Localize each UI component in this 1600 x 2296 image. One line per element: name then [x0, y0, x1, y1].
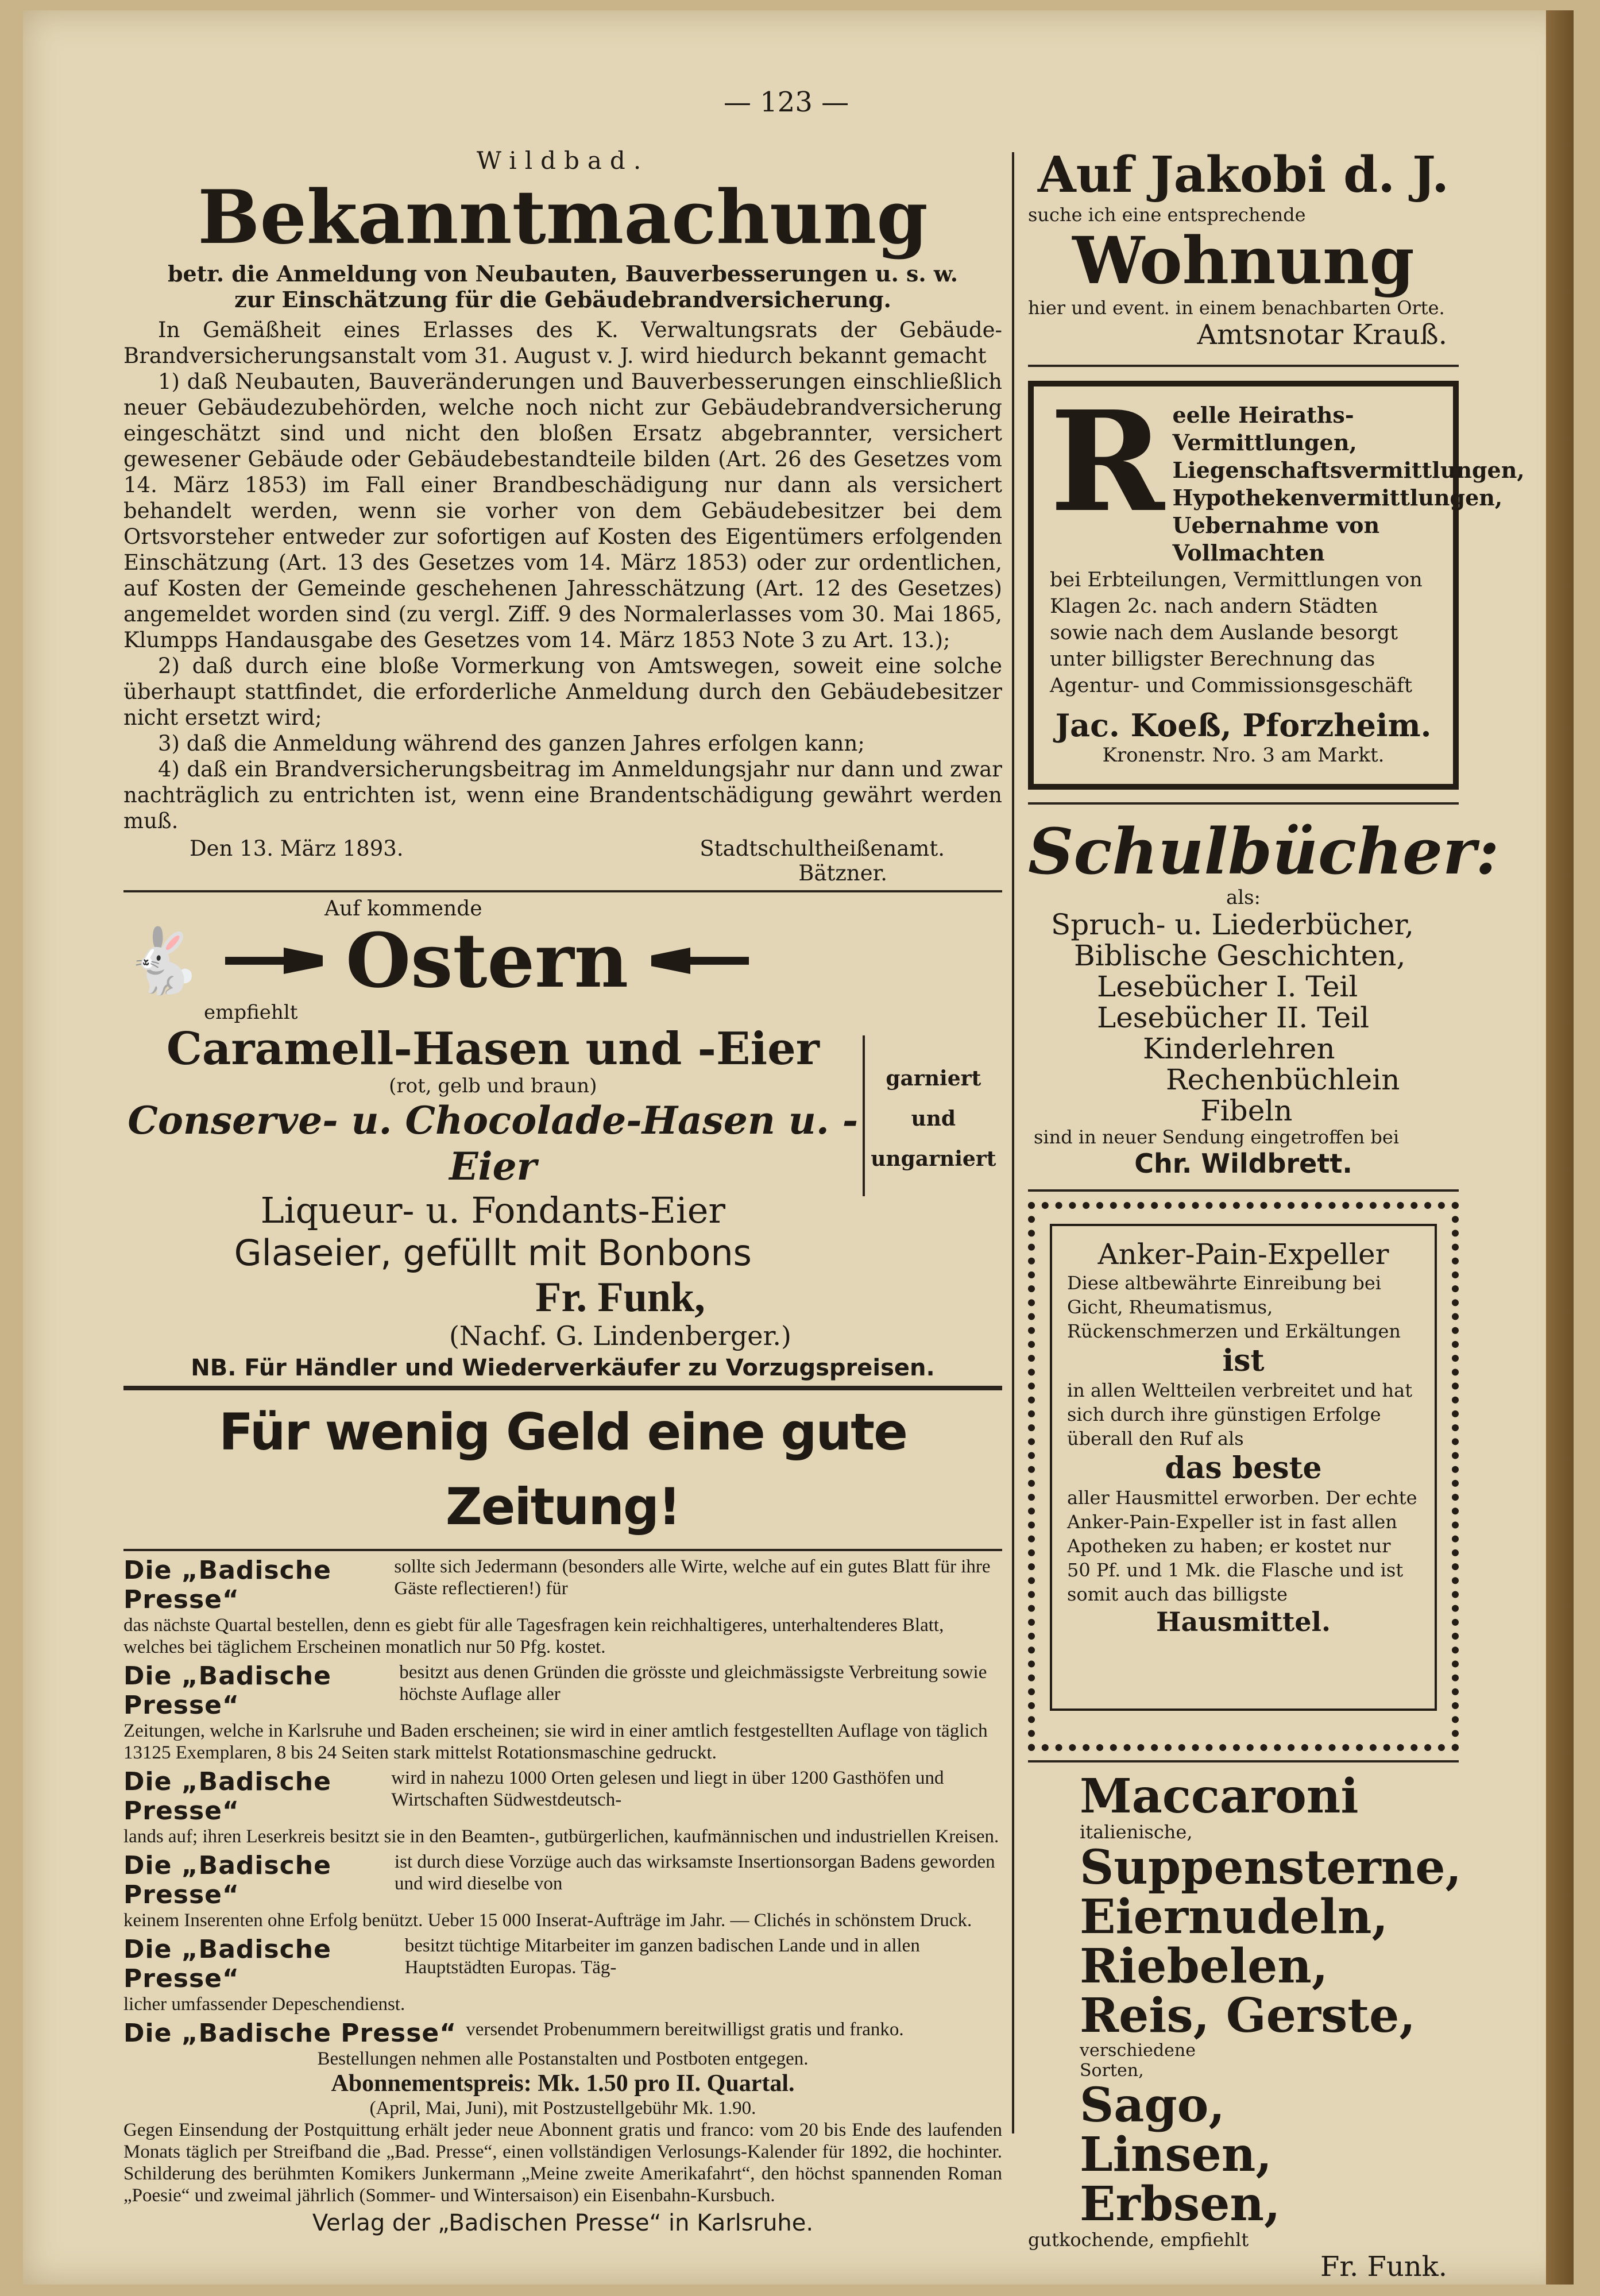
ostern-ad: [123, 897, 1002, 1381]
jakobi-ad: [1028, 146, 1459, 351]
notice-subtitle-2: zur Einschätzung für die Gebäudebrandversicherung.: [234, 287, 891, 312]
presse-item-b: keinem Inserenten ohne Erfolg benützt. Ueber 15 000 Inserat-Aufträge im Jahr. — Clichés in schönstem Druck.: [123, 1910, 972, 1931]
divider: [1028, 802, 1459, 805]
mac-line-5b: verschiedene Sorten,: [1080, 2040, 1196, 2081]
schul-title: Schulbücher:: [1028, 814, 1499, 888]
schulbuecher-ad: [1028, 814, 1499, 1179]
notice-para: 1) daß Neubauten, Bauveränderungen und Bauverbesserungen einschließlich neuer Gebäudezubehörden, welche noch nicht zur Gebäudebrandversicherung eingeschätzt sind und nicht den bloßen Ersatz abgebrannter, versichert gewesener Gebäude oder Gebäudebestandteile bilden (Art. 26 des Gesetzes vom 14. März 1853) im Fall einer Brandbeschädigung nur dann als versichert behandelt werden, wenn sie vorher von dem Gebäudebesitzer bei dem Ortsvorsteher entweder zur sofortigen auf Kosten des Eigentümers erfolgenden Einschätzung (Art. 13 des Gesetzes vom 14. März 1853) oder zur ordentlichen, auf Kosten der Gemeinde geschehenen Jahresschätzung (Art. 12 des Gesetzes) angemeldet worden sind (zu vergl. Ziff. 9 des Normalerlasses vom 30. Mai 1865, Klumpps Handausgabe des Gesetzes vom 14. März 1853 Note 3 zu Art. 13.);: [123, 369, 1002, 652]
heirat-addr: Kronenstr. Nro. 3 am Markt.: [1102, 744, 1385, 767]
notice-para: 4) daß ein Brandversicherungsbeitrag im Anmeldungsjahr nur dann und zwar nachträglich zu entrichten ist, wenn eine Brandentschädigung gewährt werden muß.: [123, 757, 1002, 833]
mac-line-5: Reis, Gerste,: [1080, 1988, 1416, 2043]
mac-foot: gutkochende, empfiehlt: [1028, 2229, 1249, 2251]
presse-item-b: licher umfassender Depeschendienst.: [123, 1994, 405, 2015]
presse-item-b: Zeitungen, welche in Karlsruhe und Baden erscheinen; sie wird in einer amtlich festgestellten Auflage von täglich 13125 Exemplaren, 8 bis 24 Seiten stark mittelst Rotationsmaschine gedruckt.: [123, 1721, 988, 1763]
anker-text-3: aller Hausmittel erworben. Der echte Anker-Pain-Expeller ist in fast allen Apotheken zu haben; er kostet nur 50 Pf. und 1 Mk. die Flasche und ist somit auch das billigste: [1067, 1487, 1417, 1605]
mac-line-2: Suppensterne,: [1080, 1840, 1462, 1895]
divider: [1028, 1760, 1459, 1762]
anker-text-1: Diese altbewährte Einreibung bei Gicht, Rheumatismus, Rückenschmerzen und Erkältungen: [1067, 1272, 1401, 1342]
ostern-side-3: ungarniert: [871, 1147, 996, 1171]
notice-para: In Gemäßheit eines Erlasses des K. Verwaltungsrats der Gebäude-Brandversicherungsanstalt vom 31. August v. J. wird hiedurch bekannt gemacht: [123, 318, 1002, 368]
ostern-firm-2: (Nachf. G. Lindenberger.): [449, 1320, 791, 1351]
ostern-title: Ostern: [345, 917, 629, 1004]
ostern-pre: Auf kommende: [324, 897, 482, 921]
presse-item-a: besitzt aus denen Gründen die grösste und gleichmässigste Verbreitung sowie höchste Auflage aller: [399, 1662, 987, 1704]
column-divider: [1012, 152, 1014, 2133]
ostern-nb: NB. Für Händler und Wiederverkäufer zu Vorzugspreisen.: [191, 1355, 935, 1381]
anker-end: Hausmittel.: [1155, 1606, 1331, 1637]
presse-item-a: sollte sich Jedermann (besonders alle Wirte, welche auf ein gutes Blatt für ihre Gäste reflectieren!) für: [394, 1556, 991, 1599]
schul-footer: sind in neuer Sendung eingetroffen bei: [1034, 1126, 1400, 1148]
heirat-ad: [1028, 381, 1525, 790]
notice-signer: Bätzner.: [798, 861, 887, 886]
ostern-line-4: Glaseier, gefüllt mit Bonbons: [234, 1232, 752, 1274]
anker-ist: ist: [1222, 1343, 1265, 1378]
bekanntmachung-notice: [123, 146, 1002, 886]
page-binding: [1546, 10, 1574, 2285]
jakobi-title: Auf Jakobi d. J.: [1037, 146, 1450, 204]
notice-para: 3) daß die Anmeldung während des ganzen Jahres erfolgen kann;: [158, 731, 865, 756]
jakobi-signer: Amtsnotar Krauß.: [1197, 319, 1447, 351]
presse-bestellung: Bestellungen nehmen alle Postanstalten und Postboten entgegen.: [317, 2048, 809, 2069]
heirat-firm: Jac. Koeß, Pforzheim.: [1055, 707, 1432, 744]
notice-title: Bekanntmachung: [198, 175, 928, 261]
presse-item-b: das nächste Quartal bestellen, denn es giebt für alle Tagesfragen kein reichhaltigeres, unterhaltenderes Blatt, welches bei täglichem Erscheinen monatlich nur 50 Pfg. kostet.: [123, 1615, 944, 1657]
notice-office: Stadtschultheißenamt.: [699, 836, 945, 861]
ostern-side-2: und: [911, 1107, 956, 1131]
schul-item: Fibeln: [1200, 1094, 1293, 1127]
schul-item: Kinderlehren: [1143, 1032, 1335, 1065]
badische-presse-ad: [123, 1395, 1002, 2236]
jakobi-line-2: hier und event. in einem benachbarten Orte.: [1028, 297, 1445, 319]
page-number: — 123 —: [724, 86, 849, 118]
presse-item-a: versendet Probenummern bereitwilligst gratis und franko.: [466, 2019, 904, 2040]
presse-item-a: besitzt tüchtige Mitarbeiter im ganzen badischen Lande und in allen Hauptstädten Europas. Täg-: [404, 1935, 920, 1978]
ostern-side-1: garniert: [886, 1066, 981, 1091]
presse-abo-2: (April, Mai, Juni), mit Postzustellgebühr Mk. 1.90.: [369, 2098, 756, 2119]
maccaroni-ad: [1028, 1769, 1462, 2232]
presse-name: Die „Badische Presse“: [123, 1661, 331, 1720]
mac-line-4: Riebelen,: [1080, 1939, 1328, 1994]
ostern-empfiehlt: empfiehlt: [204, 1001, 298, 1024]
presse-name: Die „Badische Presse“: [123, 1767, 331, 1826]
pointing-hand-icon: [225, 948, 323, 974]
mac-line-1: Maccaroni: [1080, 1769, 1359, 1824]
pointing-hand-icon: [651, 948, 749, 974]
schul-item: Lesebücher II. Teil: [1097, 1001, 1370, 1034]
divider: [123, 1386, 1002, 1390]
anker-title: Anker-Pain-Expeller: [1097, 1238, 1389, 1271]
divider: [1028, 365, 1459, 367]
presse-gegen: Gegen Einsendung der Postquittung erhält jeder neue Abonnent gratis und franco: vom 20 bis Ende des laufenden Monats täglich per Streifband die „Bad. Presse“, einen vollständigen Verlosungs-Kalender für 1892, die hochinter. Schilderung des berühmten Komikers Junkermann „Meine zweite Amerikafahrt“, den höchst spannenden Roman „Poesie“ und zweimal jährlich (Sommer- und Wintersaison) ein Eisenbahn-Kursbuch.: [123, 2120, 1002, 2206]
easter-bunny-icon: 🐇: [123, 923, 202, 998]
schul-item: Biblische Geschichten,: [1074, 939, 1406, 972]
notice-place: Wildbad.: [476, 146, 650, 175]
notice-para: 2) daß durch eine bloße Vormerkung von Amtswegen, soweit eine solche überhaupt stattfindet, die erforderliche Anmeldung durch den Gebäudebesitzer nicht ersetzt wird;: [123, 654, 1002, 730]
presse-item-b: lands auf; ihren Leserkreis besitzt sie in den Beamten-, gutbürgerlichen, kaufmännischen und industriellen Kreisen.: [123, 1826, 999, 1847]
schul-als: als:: [1226, 886, 1261, 909]
presse-name: Die „Badische Presse“: [123, 1556, 331, 1614]
ostern-firm: Fr. Funk,: [535, 1274, 705, 1321]
schul-firm: Chr. Wildbrett.: [1134, 1148, 1352, 1179]
anker-ad: [1028, 1202, 1459, 1751]
ostern-line-1b: (rot, gelb und braun): [389, 1074, 597, 1097]
left-column: [123, 146, 1002, 2236]
divider: [123, 1549, 1002, 1551]
jakobi-line-1: suche ich eine entsprechende: [1028, 204, 1306, 226]
notice-subtitle-1: betr. die Anmeldung von Neubauten, Bauverbesserungen u. s. w.: [167, 261, 958, 287]
presse-name: Die „Badische Presse“: [123, 1935, 331, 1993]
ostern-line-1: Caramell-Hasen und -Eier: [166, 1023, 820, 1075]
mac-line-6: Sago,: [1080, 2078, 1225, 2133]
mac-line-3: Eiernudeln,: [1080, 1889, 1389, 1945]
mac-line-7: Linsen, Erbsen,: [1080, 2127, 1281, 2232]
presse-name: Die „Badische Presse“: [123, 2019, 457, 2048]
right-column: [1028, 146, 1525, 2283]
jakobi-big: Wohnung: [1072, 223, 1415, 299]
schul-item: Lesebücher I. Teil: [1097, 970, 1358, 1003]
anker-text-2: in allen Weltteilen verbreitet und hat sich durch ihre günstigen Erfolge überall den Ruf als: [1067, 1379, 1413, 1450]
presse-abo: Abonnementspreis: Mk. 1.50 pro II. Quartal.: [331, 2070, 795, 2097]
presse-name: Die „Badische Presse“: [123, 1851, 331, 1910]
heirat-text-1: eelle Heiraths-Vermittlungen, Liegenschaftsvermittlungen, Hypothekenvermittlungen, Uebernahme von Vollmachten: [1172, 402, 1525, 566]
mac-firm: Fr. Funk.: [1320, 2251, 1447, 2283]
presse-item-a: ist durch diese Vorzüge auch das wirksamste Insertionsorgan Badens geworden und wird dieselbe von: [394, 1852, 995, 1894]
heirat-text-2: bei Erbteilungen, Vermittlungen von Klagen 2c. nach andern Städten sowie nach dem Auslande besorgt unter billigster Berechnung das Agentur- und Commissionsgeschäft: [1050, 569, 1423, 697]
notice-date: Den 13. März 1893.: [190, 836, 404, 861]
ostern-line-2: Conserve- u. Chocolade-Hasen u. -Eier: [127, 1098, 859, 1189]
presse-verlag: Verlag der „Badischen Presse“ in Karlsruhe.: [312, 2210, 814, 2236]
divider: [123, 890, 1002, 892]
anker-beste: das beste: [1165, 1451, 1322, 1486]
ostern-line-3: Liqueur- u. Fondants-Eier: [260, 1189, 726, 1231]
divider: [1028, 1189, 1459, 1192]
schul-item: Rechenbüchlein: [1166, 1063, 1400, 1096]
presse-headline: Für wenig Geld eine gute Zeitung!: [219, 1402, 907, 1536]
mac-line-1b: italienische,: [1080, 1821, 1193, 1843]
schul-item: Spruch- u. Liederbücher,: [1051, 908, 1414, 941]
presse-item-a: wird in nahezu 1000 Orten gelesen und liegt in über 1200 Gasthöfen und Wirtschaften Südwestdeutsch-: [391, 1768, 944, 1810]
heirat-initial: R: [1050, 381, 1165, 543]
